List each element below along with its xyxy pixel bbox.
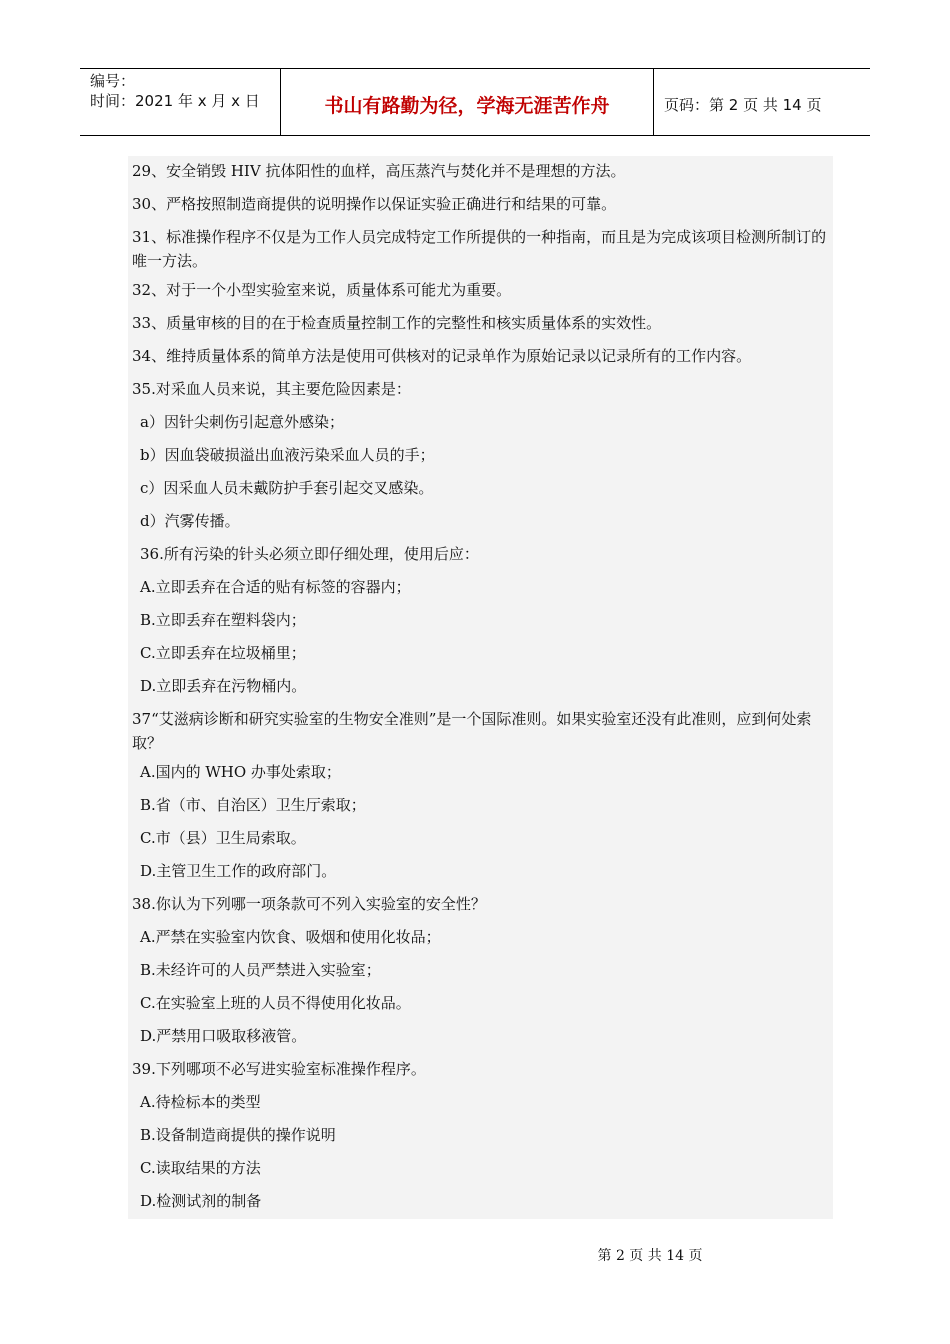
text-line: D.立即丢弃在污物桶内。 — [140, 677, 307, 695]
page-footer: 第 2 页 共 14 页 — [597, 1248, 703, 1264]
text-line: b）因血袋破损溢出血液污染采血人员的手； — [140, 446, 435, 464]
text-line: A.严禁在实验室内饮食、吸烟和使用化妆品； — [140, 928, 441, 946]
text-line: 32、对于一个小型实验室来说，质量体系可能尤为重要。 — [132, 281, 512, 299]
text-line: 37“艾滋病诊断和研究实验室的生物安全准则”是一个国际准则。如果实验室还没有此准则，应到何处索取？ — [132, 710, 812, 752]
text-line: B.设备制造商提供的操作说明 — [140, 1126, 336, 1144]
text-line: 33、质量审核的目的在于检查质量控制工作的完整性和核实质量体系的实效性。 — [132, 314, 662, 332]
text-line: C.在实验室上班的人员不得使用化妆品。 — [140, 994, 411, 1012]
text-line: B.立即丢弃在塑料袋内； — [140, 611, 306, 629]
text-line: 30、严格按照制造商提供的说明操作以保证实验正确进行和结果的可靠。 — [132, 195, 617, 213]
text-line: 36.所有污染的针头必须立即仔细处理，使用后应： — [140, 545, 479, 563]
page-info: 页码：第 2 页 共 14 页 — [664, 95, 822, 114]
text-line: B.省（市、自治区）卫生厅索取； — [140, 796, 366, 814]
text-line: 29、安全销毁 HIV 抗体阳性的血样，高压蒸汽与焚化并不是理想的方法。 — [132, 162, 626, 180]
header-meta — [80, 69, 281, 135]
text-line: B.未经许可的人员严禁进入实验室； — [140, 961, 381, 979]
text-line: D.检测试剂的制备 — [140, 1192, 262, 1210]
text-line: C.立即丢弃在垃圾桶里； — [140, 644, 306, 662]
text-line: D.严禁用口吸取移液管。 — [140, 1027, 307, 1045]
text-line: A.国内的 WHO 办事处索取； — [140, 763, 341, 781]
text-line: a）因针尖刺伤引起意外感染； — [140, 413, 344, 431]
text-line: C.市（县）卫生局索取。 — [140, 829, 306, 847]
number-label: 编号： — [90, 72, 136, 90]
text-line: A.待检标本的类型 — [140, 1093, 261, 1111]
text-line: c）因采血人员未戴防护手套引起交叉感染。 — [140, 479, 434, 497]
document-body — [128, 156, 833, 1219]
text-line: d）汽雾传播。 — [140, 512, 240, 530]
text-line: A.立即丢弃在合适的贴有标签的容器内； — [140, 578, 411, 596]
text-line: 34、维持质量体系的简单方法是使用可供核对的记录单作为原始记录以记录所有的工作内容。 — [132, 347, 752, 365]
text-line: 35.对采血人员来说，其主要危险因素是： — [132, 380, 411, 398]
text-line: C.读取结果的方法 — [140, 1159, 261, 1177]
text-line: 31、标准操作程序不仅是为工作人员完成特定工作所提供的一种指南，而且是为完成该项目检测所制订的唯一方法。 — [132, 228, 827, 270]
page-header — [80, 68, 870, 136]
text-line: 39.下列哪项不必写进实验室标准操作程序。 — [132, 1060, 426, 1078]
text-line: 38.你认为下列哪一项条款可不列入实验室的安全性？ — [132, 895, 486, 913]
motto: 书山有路勤为径，学海无涯苦作舟 — [281, 69, 654, 135]
text-line: D.主管卫生工作的政府部门。 — [140, 862, 337, 880]
time-label: 时间：2021 年 x 月 x 日 — [90, 92, 260, 110]
